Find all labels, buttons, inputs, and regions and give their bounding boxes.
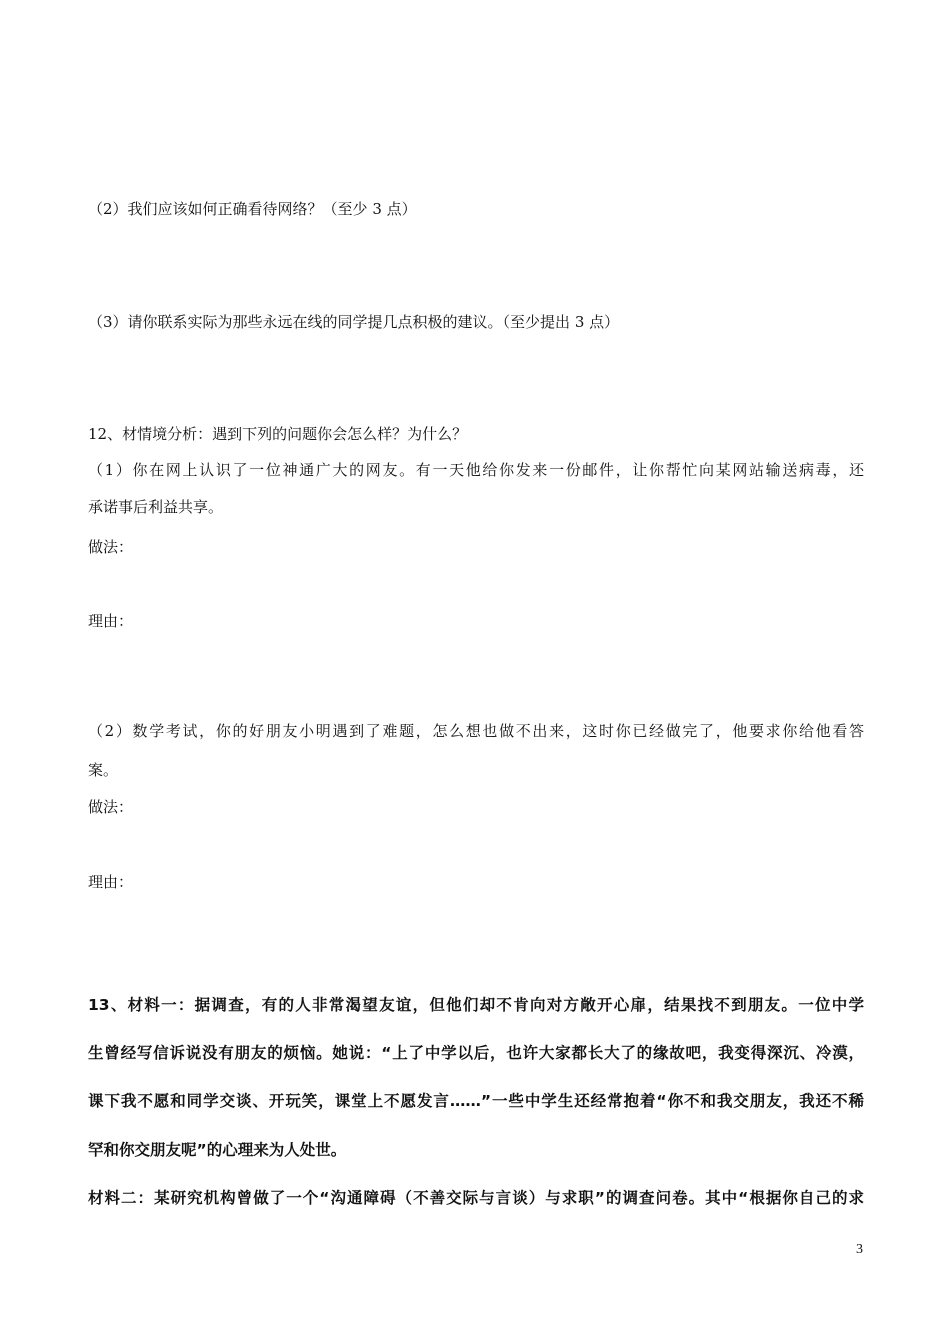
q12-case2-reason-label: 理由： [88,873,134,891]
q13-line2: 生曾经写信诉说没有朋友的烦恼。她说：“上了中学以后，也许大家都长大了的缘故吧，我变得深沉、冷漠， [88,1044,864,1062]
q12-case1-line1: （1）你在网上认识了一位神通广大的网友。有一天他给你发来一份邮件，让你帮忙向某网站输送病毒，还 [88,461,864,479]
q12-case2-line1: （2）数学考试，你的好朋友小明遇到了难题，怎么想也做不出来，这时你已经做完了，他要求你给他看答 [88,722,864,740]
q13-line1: 13、材料一：据调查，有的人非常渴望友谊，但他们却不肯向对方敞开心扉，结果找不到朋友。一位中学 [88,996,864,1014]
q12-case1-method-label: 做法： [88,538,134,556]
q11-sub3-text: （3）请你联系实际为那些永远在线的同学提几点积极的建议。（至少提出 3 点） [88,313,620,331]
q12-case1-line2: 承诺事后利益共享。 [88,498,224,516]
q12-title: 12、材情境分析：遇到下列的问题你会怎么样？为什么？ [88,425,468,443]
q12-case2-line2: 案。 [88,761,119,779]
q13-line5: 材料二：某研究机构曾做了一个“沟通障碍（不善交际与言谈）与求职”的调查问卷。其中“根据你自己的求 [88,1189,864,1207]
q12-case2-method-label: 做法： [88,798,134,816]
q11-sub2-text: （2）我们应该如何正确看待网络？（至少 3 点） [88,200,417,218]
q13-line3: 课下我不愿和同学交谈、开玩笑，课堂上不愿发言……”一些中学生还经常抱着“你不和我交朋友，我还不稀 [88,1092,864,1110]
page-number: 3 [856,1242,863,1257]
q13-line4: 罕和你交朋友呢”的心理来为人处世。 [88,1141,347,1159]
q12-case1-reason-label: 理由： [88,612,134,630]
